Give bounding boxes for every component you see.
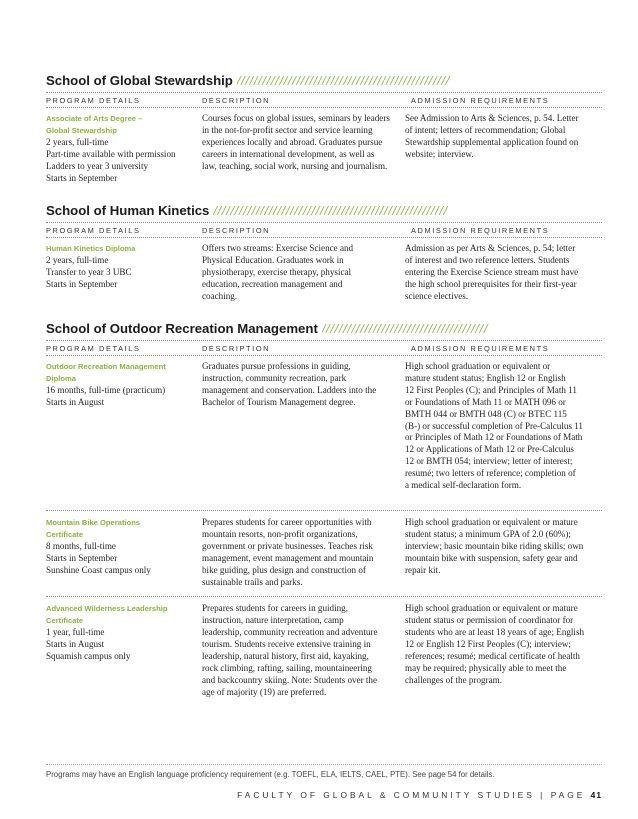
col-head-admission: ADMISSION REQUIREMENTS: [411, 344, 550, 353]
section-heading: [46, 202, 602, 220]
program-admission: [405, 243, 602, 303]
description-line: age of majority (19) are preferred.: [202, 686, 327, 697]
program-admission: [405, 517, 602, 588]
col-head-program-details: PROGRAM DETAILS: [46, 96, 141, 105]
description-line: and backcountry skiing. Note: Students over the: [202, 674, 378, 685]
detail-line: Starts in September: [46, 172, 118, 183]
admission-line: 12 or English 12 First Peoples (C); interview;: [405, 639, 571, 650]
column-headers: [46, 92, 602, 108]
description-line: sustainable trails and parks.: [202, 576, 303, 587]
admission-line: or Principles of Math 12 or Foundations of Math: [405, 432, 583, 443]
footer-divider: [46, 764, 602, 765]
section-title: School of Global Stewardship: [46, 73, 233, 88]
program-row: [46, 517, 602, 588]
description-line: leadership, natural history, first aid, kayaking,: [202, 651, 369, 662]
description-line: bike guiding, plus design and construction of: [202, 564, 366, 575]
program-details: [46, 113, 202, 185]
description-line: management and conservation. Ladders into the: [202, 384, 377, 395]
program-name: Outdoor Recreation Management: [46, 362, 166, 371]
program-admission: [405, 603, 602, 698]
admission-line: student status or permission of coordinator for: [405, 615, 574, 626]
detail-line: 2 years, full-time: [46, 255, 109, 265]
program-name: Associate of Arts Degree –: [46, 114, 143, 123]
program-row: [46, 113, 602, 185]
admission-line: students who are at least 18 years of age; English: [405, 627, 585, 638]
admission-line: BMTH 044 or BMTH 048 (C) or BTEC 115: [405, 408, 567, 419]
description-line: Courses focus on global issues, seminars by leaders: [202, 113, 390, 123]
program-details: [46, 243, 202, 303]
program-description: [202, 517, 405, 588]
admission-line: 12 or BMTH 054; interview; letter of interest;: [405, 456, 573, 467]
admission-line: mature student status; English 12 or English: [405, 372, 566, 383]
admission-line: a medical self-declaration form.: [405, 480, 522, 491]
detail-line: 8 months, full-time: [46, 540, 116, 551]
section-global-stewardship: [46, 72, 602, 185]
detail-line: 16 months, full-time (practicum): [46, 385, 166, 395]
admission-line: may be required; physically able to meet the: [405, 662, 567, 673]
description-line: careers in international development, as well as: [202, 148, 375, 159]
admission-line: of intent; letters of recommendation; Global: [405, 124, 566, 135]
detail-line: Starts in September: [46, 278, 118, 289]
admission-line: repair kit.: [405, 564, 441, 575]
section-human-kinetics: [46, 202, 602, 303]
program-name: Human Kinetics Diploma: [46, 244, 136, 253]
description-line: Physical Education. Graduates work in: [202, 254, 344, 265]
program-name: Diploma: [46, 374, 76, 383]
faculty-name: FACULTY OF GLOBAL & COMMUNITY STUDIES: [237, 790, 535, 800]
description-line: Graduates pursue professions in guiding,: [202, 361, 351, 371]
description-line: tourism. Students receive extensive training in: [202, 639, 371, 650]
description-line: rock climbing, rafting, sailing, mountaineering: [202, 662, 372, 673]
description-line: instruction, nature interpretation, camp: [202, 615, 344, 626]
decorative-slashes: ///////////////////////////////////////////////////////: [213, 203, 448, 218]
program-row: [46, 603, 602, 698]
admission-line: interview; basic mountain bike riding skills; own: [405, 540, 584, 551]
description-line: Offers two streams: Exercise Science and: [202, 243, 354, 253]
admission-line: High school graduation or equivalent or: [405, 361, 551, 371]
page-number: 41: [590, 790, 602, 800]
program-description: [202, 243, 405, 303]
col-head-program-details: PROGRAM DETAILS: [46, 344, 141, 353]
decorative-slashes: //////////////////////////////////////////////////: [236, 73, 451, 88]
admission-line: references; resumé; medical certificate of health: [405, 651, 580, 662]
section-heading: [46, 320, 602, 338]
description-line: Prepares students for careers in guiding,: [202, 603, 348, 614]
admission-line: student status; a minimum GPA of 2.0 (60%);: [405, 528, 571, 539]
description-line: in the not-for-profit sector and service learning: [202, 124, 373, 135]
section-outdoor-recreation: [46, 320, 602, 699]
admission-line: Stewardship supplemental application found on: [405, 136, 579, 147]
program-name: Global Stewardship: [46, 126, 117, 135]
description-line: experiences locally and abroad. Graduates pursue: [202, 136, 383, 147]
footer-note: Programs may have an English language proficiency requirement (e.g. TOEFL, ELA, IELTS, CAEL, PTE). See page 54 for details.: [46, 770, 495, 779]
description-line: physiotherapy, exercise therapy, physical: [202, 266, 352, 277]
row-divider: [46, 510, 602, 511]
detail-line: Squamish campus only: [46, 651, 131, 662]
admission-line: Admission as per Arts & Sciences, p. 54; letter: [405, 243, 576, 253]
row-divider: [46, 596, 602, 597]
section-title: School of Outdoor Recreation Management: [46, 321, 318, 336]
admission-line: entering the Exercise Science stream must have: [405, 266, 579, 277]
page-footer: [237, 790, 602, 800]
program-details: [46, 603, 202, 698]
detail-line: Starts in August: [46, 396, 105, 407]
program-name: Certificate: [46, 616, 84, 626]
admission-line: mountain bike with suspension, safety gear and: [405, 552, 578, 563]
detail-line: 1 year, full-time: [46, 627, 105, 638]
admission-line: the high school prerequisites for their first-year: [405, 278, 577, 289]
footer-separator: |: [540, 790, 546, 800]
section-heading: [46, 72, 602, 90]
program-row: [46, 361, 602, 492]
description-line: coaching.: [202, 290, 238, 301]
column-headers: [46, 340, 602, 356]
section-title: School of Human Kinetics: [46, 203, 210, 218]
col-head-description: DESCRIPTION: [202, 226, 271, 235]
description-line: Bachelor of Tourism Management degree.: [202, 396, 356, 407]
admission-line: 12 or Applications of Math 12 or Pre-Calculus: [405, 444, 574, 455]
program-name: Certificate: [46, 529, 84, 539]
col-head-program-details: PROGRAM DETAILS: [46, 226, 141, 235]
col-head-admission: ADMISSION REQUIREMENTS: [411, 226, 550, 235]
description-line: instruction, community recreation, park: [202, 372, 347, 383]
program-description: [202, 603, 405, 698]
page-label: PAGE: [550, 790, 586, 800]
program-admission: [405, 113, 602, 185]
detail-line: Part-time available with permission: [46, 148, 176, 159]
admission-line: science electives.: [405, 290, 469, 301]
description-line: management, event management and mountain: [202, 552, 374, 563]
program-details: [46, 517, 202, 588]
program-row: [46, 243, 602, 303]
admission-line: High school graduation or equivalent or mature: [405, 516, 578, 527]
admission-line: website; interview.: [405, 148, 474, 159]
description-line: government or private businesses. Teaches risk: [202, 540, 373, 551]
admission-line: 12 First Peoples (C); and Principles of Math 11: [405, 384, 577, 395]
admission-line: (B-) or successful completion of Pre-Calculus 11: [405, 420, 583, 431]
detail-line: 2 years, full-time: [46, 137, 109, 147]
program-name: Advanced Wilderness Leadership: [46, 604, 168, 614]
program-details: [46, 361, 202, 492]
col-head-description: DESCRIPTION: [202, 344, 271, 353]
program-description: [202, 361, 405, 492]
program-name: Mountain Bike Operations: [46, 517, 141, 527]
description-line: education, recreation management and: [202, 278, 343, 289]
description-line: mountain resorts, non-profit organizations,: [202, 528, 358, 539]
col-head-admission: ADMISSION REQUIREMENTS: [411, 96, 550, 105]
admission-line: resumé; two letters of reference; completion of: [405, 468, 576, 479]
description-line: leadership, community recreation and adventure: [202, 627, 378, 638]
detail-line: Transfer to year 3 UBC: [46, 266, 132, 277]
detail-line: Starts in August: [46, 639, 105, 650]
description-line: Prepares students for career opportunities with: [202, 516, 372, 527]
admission-line: or Foundations of Math 11 or MATH 096 or: [405, 396, 566, 407]
admission-line: challenges of the program.: [405, 674, 502, 685]
detail-line: Ladders to year 3 university: [46, 160, 149, 171]
description-line: law, teaching, social work, nursing and journalism.: [202, 160, 388, 171]
column-headers: [46, 222, 602, 238]
admission-line: of interest and two reference letters. Students: [405, 254, 570, 265]
col-head-description: DESCRIPTION: [202, 96, 271, 105]
admission-line: See Admission to Arts & Sciences, p. 54. Letter: [405, 113, 579, 123]
program-description: [202, 113, 405, 185]
detail-line: Starts in September: [46, 552, 118, 563]
program-admission: [405, 361, 602, 492]
decorative-slashes: ///////////////////////////////////////: [321, 321, 489, 336]
detail-line: Sunshine Coast campus only: [46, 564, 151, 575]
admission-line: High school graduation or equivalent or mature: [405, 603, 578, 614]
